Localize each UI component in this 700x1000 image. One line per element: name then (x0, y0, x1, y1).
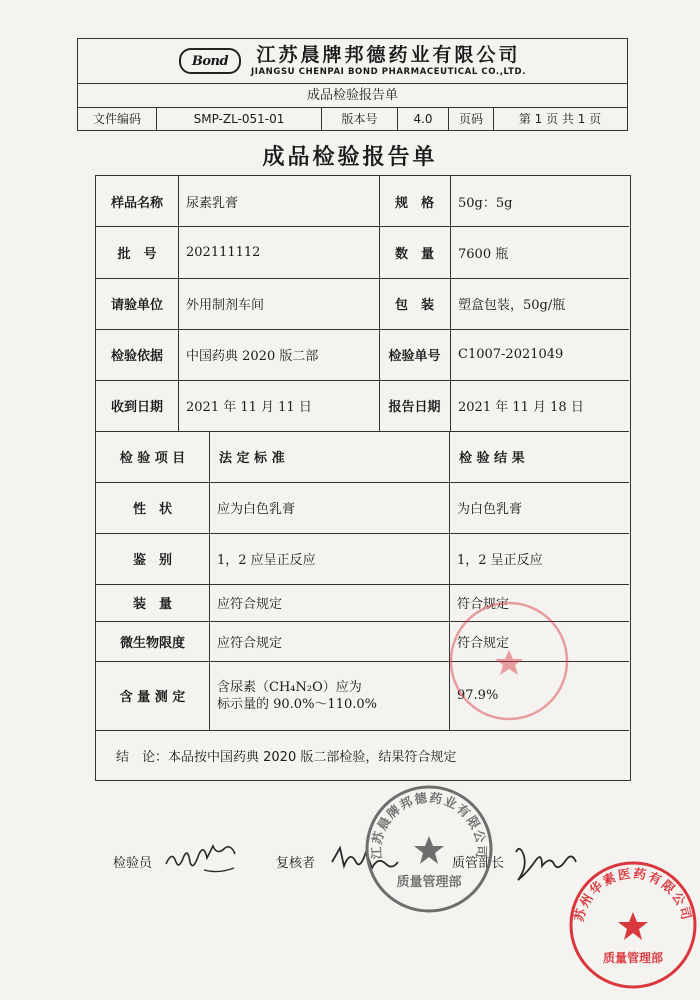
content-standard-line2: 标示量的 90.0%～110.0% (217, 696, 377, 712)
page-value: 第 1 页 共 1 页 (518, 112, 602, 126)
faint-red-stamp-icon (446, 598, 572, 724)
form-name: 成品检验报告单 (78, 84, 627, 108)
col-item-header: 检 验 项 目 (119, 451, 186, 466)
request-unit-value: 外用制剂车间 (186, 298, 265, 313)
reviewer-label: 复核者 (276, 856, 316, 871)
batch-value: 202111112 (186, 244, 261, 260)
report-date-value: 2021 年 11 月 18 日 (458, 400, 584, 415)
result-row-item: 性 状 (132, 502, 172, 517)
report-date-label: 报告日期 (388, 400, 441, 415)
page-label: 页码 (449, 108, 494, 130)
company-logo: Bond (179, 48, 241, 74)
receive-date-value: 2021 年 11 月 11 日 (186, 400, 312, 415)
sample-name-label: 样品名称 (110, 195, 163, 211)
result-row-result: 1，2 呈正反应 (457, 553, 543, 568)
request-unit-label: 请验单位 (110, 298, 163, 313)
qa-manager-label: 质管部长 (452, 856, 505, 871)
inspector-label: 检验员 (113, 856, 153, 871)
result-row-result: 为白色乳膏 (457, 502, 523, 517)
basis-label: 检验依据 (110, 349, 163, 364)
report-no-label: 检验单号 (388, 349, 441, 364)
result-row-standard: 应为白色乳膏 (217, 502, 296, 517)
company-quality-stamp (362, 782, 496, 916)
company-banner (78, 39, 627, 84)
basis-value: 中国药典 2020 版二部 (186, 349, 319, 364)
packing-label: 包 装 (394, 298, 434, 313)
packing-value: 塑盒包装，50g/瓶 (458, 298, 566, 313)
doc-code-value: SMP-ZL-051-01 (157, 108, 322, 130)
suzhou-stamp-text: 苏州华素医药有限公司 (571, 865, 695, 923)
version-value: 4.0 (398, 108, 449, 130)
spec-label: 规 格 (394, 195, 434, 211)
result-row-item: 含 量 测 定 (119, 690, 186, 705)
quantity-value: 7600 瓶 (458, 246, 509, 262)
report-no-value: C1007-2021049 (458, 347, 564, 362)
result-row-result: 97.9% (457, 688, 499, 703)
company-stamp-text: 江苏晨牌邦德药业有限公司 (368, 789, 490, 860)
result-row-item: 鉴 别 (132, 553, 172, 568)
document-header (77, 38, 628, 131)
version-label: 版本号 (322, 108, 398, 130)
suzhou-quality-stamp (566, 858, 700, 992)
conclusion-text: 结 论：本品按中国药典 2020 版二部检验，结果符合规定 (116, 749, 457, 765)
content-standard-line1: 含尿素（CH₄N₂O）应为 (217, 679, 362, 695)
result-row-standard (209, 661, 449, 730)
batch-label: 批 号 (117, 246, 157, 262)
inspector-signature (160, 842, 240, 878)
company-stamp-dept: 质量管理部 (396, 875, 462, 890)
spec-value: 50g：5g (458, 195, 513, 211)
sample-name-value: 尿素乳膏 (186, 195, 239, 211)
suzhou-stamp-dept: 质量管理部 (602, 951, 664, 965)
result-row-standard: 1，2 应呈正反应 (217, 553, 316, 568)
result-row-item: 微生物限度 (119, 635, 185, 651)
company-name-cn: 江苏晨牌邦德药业有限公司 (256, 43, 521, 66)
result-row-result: 符合规定 (457, 597, 510, 612)
result-row-standard: 应符合规定 (217, 635, 283, 651)
quantity-label: 数 量 (394, 246, 434, 262)
result-row-result: 符合规定 (457, 635, 510, 651)
result-row-item: 装 量 (132, 597, 172, 612)
company-name-en: JIANGSU CHENPAI BOND PHARMACEUTICAL CO.,LTD. (250, 66, 527, 77)
document-meta-row (78, 108, 627, 130)
col-result-header: 检 验 结 果 (459, 451, 525, 466)
doc-code-label: 文件编码 (78, 108, 157, 130)
report-title: 成品检验报告单 (262, 145, 438, 170)
result-row-standard: 应符合规定 (217, 597, 283, 612)
receive-date-label: 收到日期 (110, 400, 163, 415)
col-standard-header: 法 定 标 准 (219, 451, 285, 466)
